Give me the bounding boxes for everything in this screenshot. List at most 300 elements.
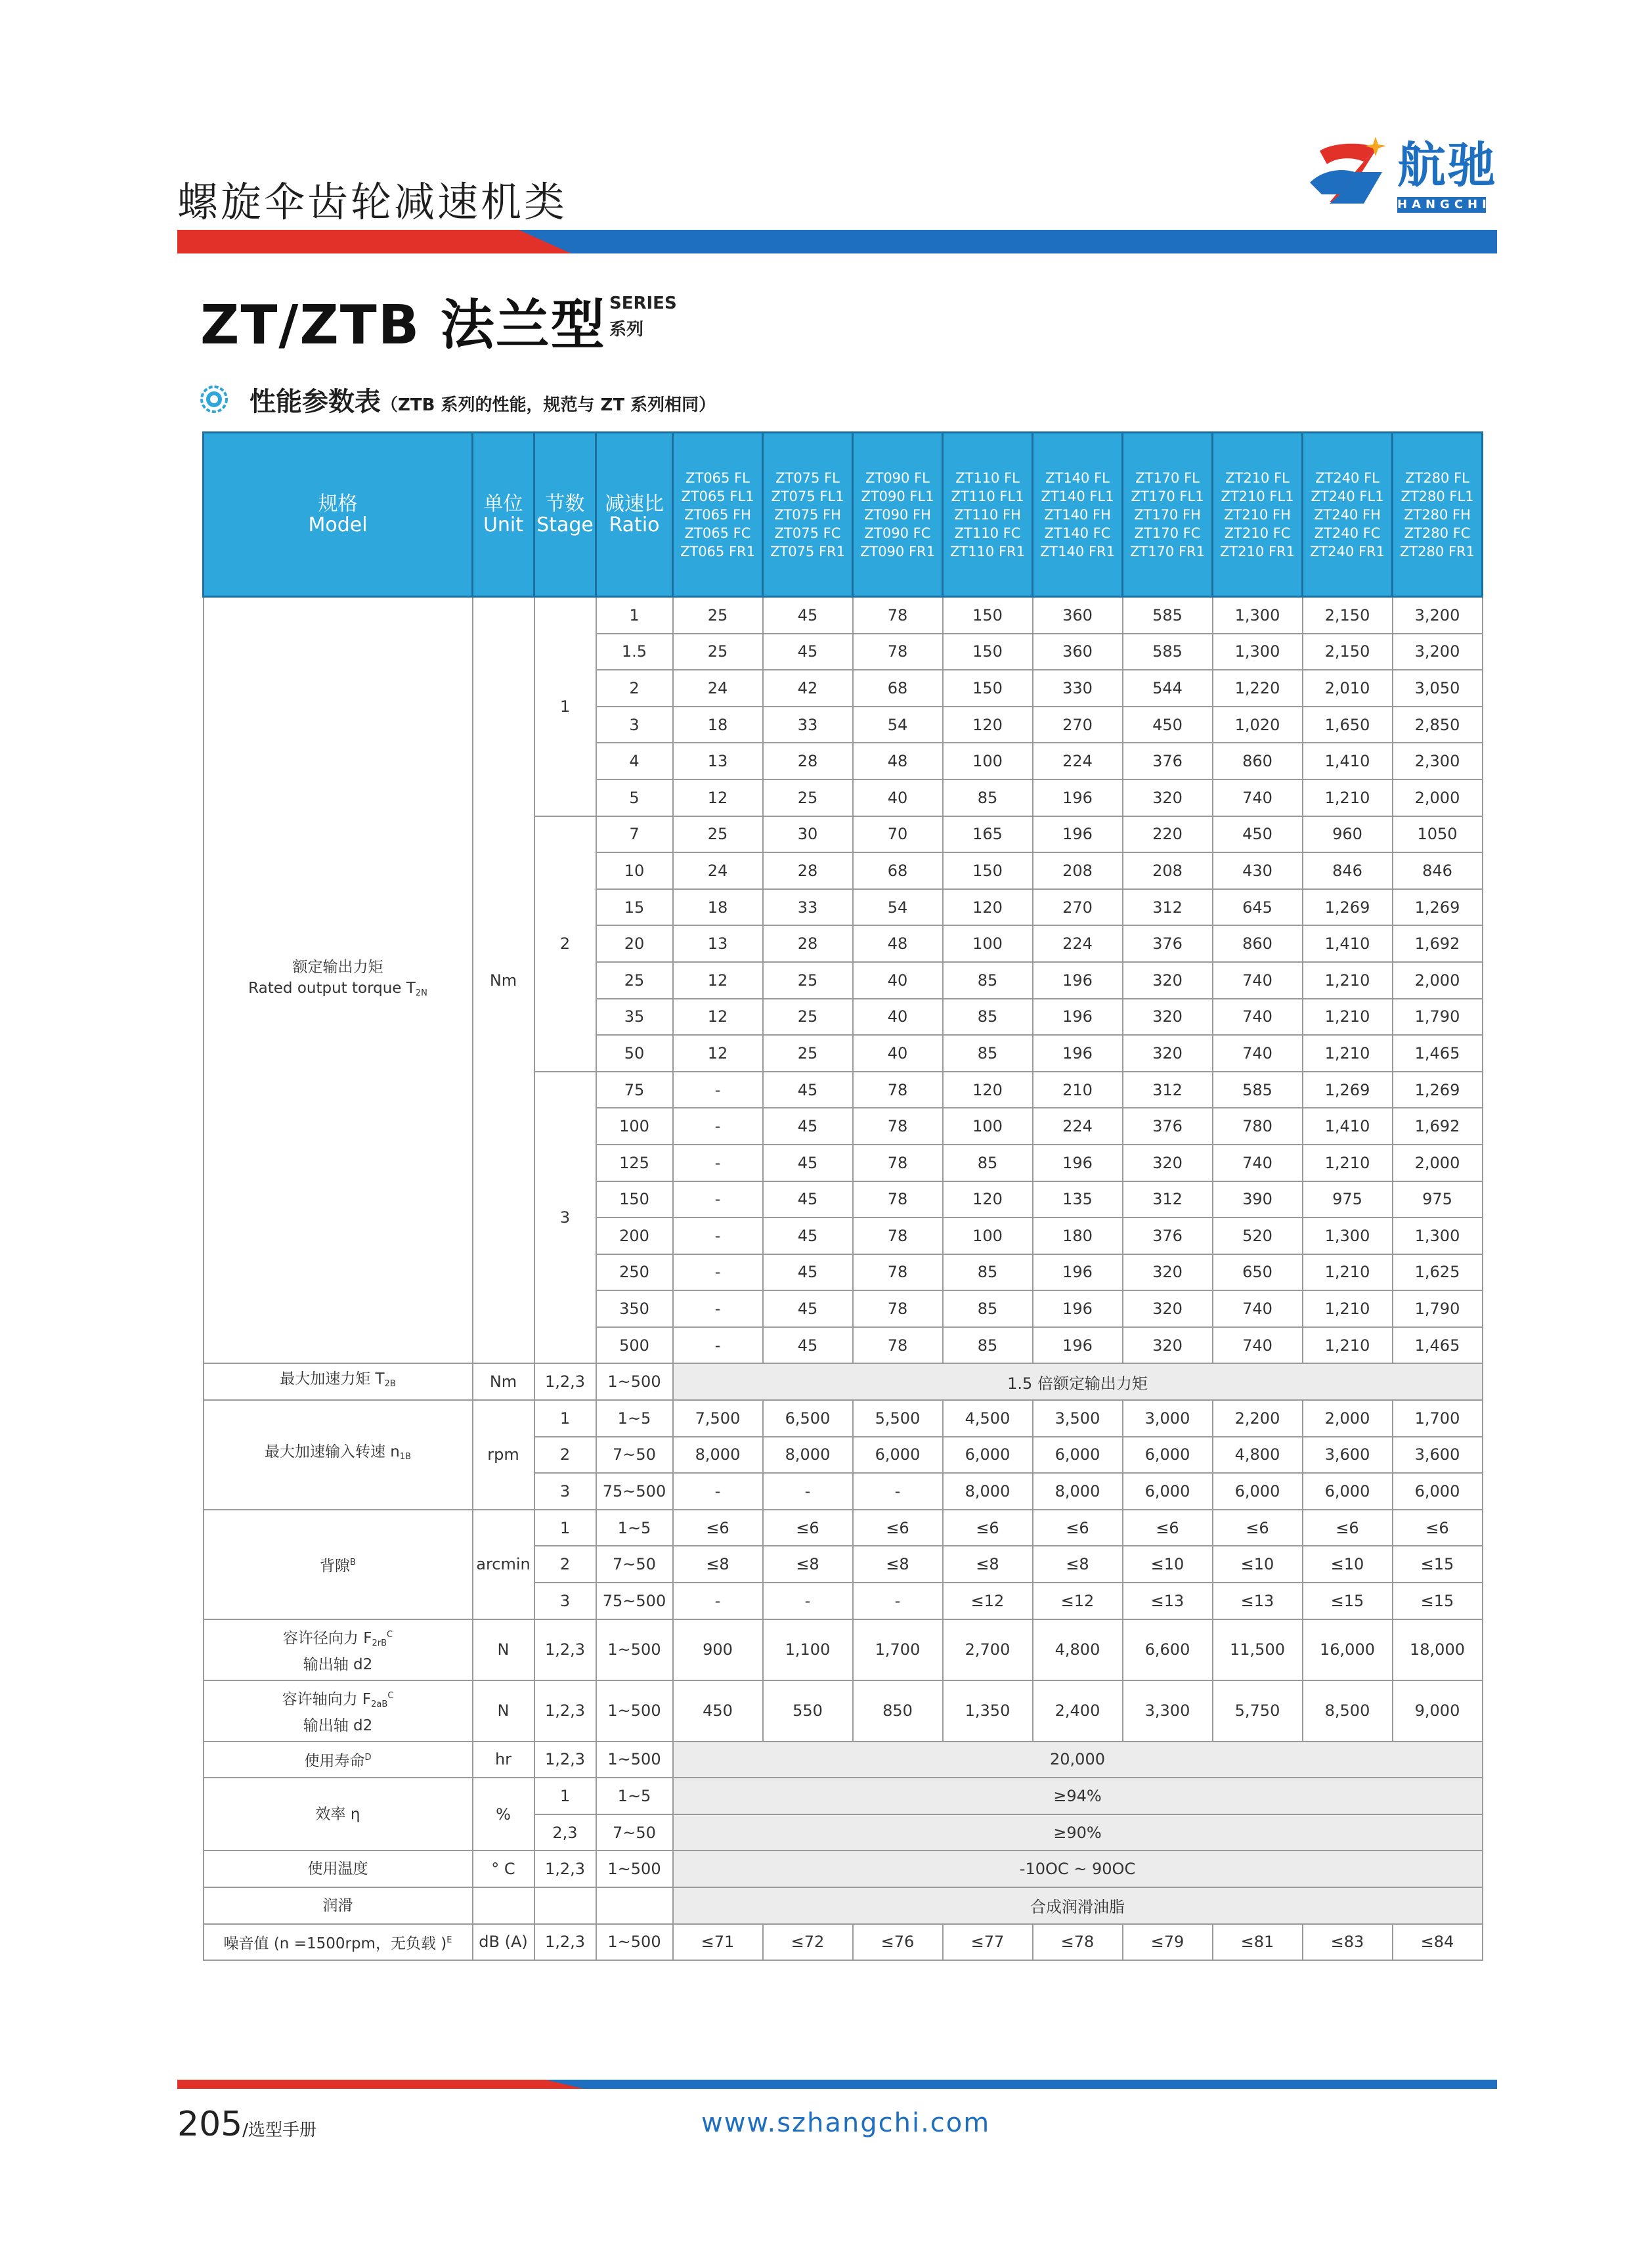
- stage-cell: 1,2,3: [534, 1619, 596, 1680]
- stage-cell: 1,2,3: [534, 1851, 596, 1887]
- row-label-subscript: 2rB: [372, 1638, 387, 1648]
- value-cell: 54: [853, 707, 943, 743]
- value-cell: ≤10: [1123, 1546, 1213, 1583]
- value-cell: ≤8: [673, 1546, 763, 1583]
- value-cell: 846: [1303, 852, 1393, 889]
- value-cell: 150: [943, 597, 1033, 634]
- unit-cell: rpm: [473, 1400, 534, 1510]
- value-cell: ≤71: [673, 1924, 763, 1961]
- merged-value-cell: ≥90%: [673, 1814, 1483, 1851]
- value-cell: 9,000: [1393, 1680, 1483, 1742]
- ratio-cell: 1~500: [596, 1680, 673, 1742]
- value-cell: ≤6: [1033, 1510, 1123, 1546]
- value-cell: 78: [853, 1072, 943, 1108]
- value-cell: 650: [1213, 1254, 1303, 1291]
- col-header-model-5: ZT140 FL ZT140 FL1 ZT140 FH ZT140 FC ZT140 FR1: [1033, 433, 1123, 597]
- table-row: [204, 1851, 1483, 1887]
- ratio-cell: 2: [596, 670, 673, 707]
- col-header-model-2: ZT075 FL ZT075 FL1 ZT075 FH ZT075 FC ZT075 FR1: [763, 433, 853, 597]
- value-cell: 68: [853, 670, 943, 707]
- section-title-text: 性能参数表: [250, 387, 381, 417]
- value-cell: 78: [853, 1181, 943, 1218]
- value-cell: 450: [673, 1680, 763, 1742]
- value-cell: 740: [1213, 1035, 1303, 1072]
- row-label-superscript: E: [446, 1935, 452, 1945]
- row-label: 噪音值 (n =1500rpm，无负载 )$^E$: [204, 1924, 473, 1961]
- value-cell: ≤84: [1393, 1924, 1483, 1961]
- stage-cell: 3: [534, 1473, 596, 1510]
- value-cell: 1,465: [1393, 1035, 1483, 1072]
- value-cell: 2,000: [1393, 779, 1483, 816]
- value-cell: 7,500: [673, 1400, 763, 1437]
- value-cell: 376: [1123, 925, 1213, 962]
- value-cell: ≤8: [1033, 1546, 1123, 1583]
- value-cell: 3,200: [1393, 597, 1483, 634]
- value-cell: 25: [673, 634, 763, 670]
- value-cell: 1,210: [1303, 1035, 1393, 1072]
- value-cell: 210: [1033, 1072, 1123, 1108]
- value-cell: ≤78: [1033, 1924, 1123, 1961]
- value-cell: 30: [763, 816, 853, 853]
- value-cell: -: [673, 1145, 763, 1181]
- value-cell: 1,100: [763, 1619, 853, 1680]
- value-cell: 6,000: [943, 1437, 1033, 1474]
- value-cell: 85: [943, 1290, 1033, 1327]
- value-cell: 450: [1123, 707, 1213, 743]
- value-cell: 224: [1033, 1108, 1123, 1145]
- value-cell: 1,210: [1303, 1145, 1393, 1181]
- value-cell: 975: [1303, 1181, 1393, 1218]
- value-cell: 1,410: [1303, 1108, 1393, 1145]
- value-cell: 48: [853, 743, 943, 779]
- value-cell: ≤83: [1303, 1924, 1393, 1961]
- ratio-cell: 100: [596, 1108, 673, 1145]
- value-cell: 2,150: [1303, 597, 1393, 634]
- value-cell: -: [673, 1072, 763, 1108]
- ratio-cell: 125: [596, 1145, 673, 1181]
- ratio-cell: 500: [596, 1327, 673, 1364]
- value-cell: 12: [673, 1035, 763, 1072]
- unit-cell: Nm: [473, 1363, 534, 1400]
- value-cell: 900: [673, 1619, 763, 1680]
- col-header-unit: 单位 Unit: [473, 433, 534, 597]
- value-cell: 16,000: [1303, 1619, 1393, 1680]
- value-cell: 224: [1033, 925, 1123, 962]
- value-cell: 196: [1033, 999, 1123, 1036]
- value-cell: 18: [673, 707, 763, 743]
- value-cell: 860: [1213, 925, 1303, 962]
- value-cell: 1,269: [1393, 1072, 1483, 1108]
- row-label-subscript: 2N: [415, 988, 427, 998]
- value-cell: 740: [1213, 1145, 1303, 1181]
- ratio-cell: 200: [596, 1217, 673, 1254]
- gear-target-icon: [200, 385, 228, 413]
- ratio-cell: 35: [596, 999, 673, 1036]
- value-cell: 740: [1213, 1327, 1303, 1364]
- value-cell: 320: [1123, 1145, 1213, 1181]
- row-label-subscript: 2aB: [371, 1699, 388, 1709]
- brand-subname: HANGCHI: [1397, 198, 1491, 211]
- ratio-cell: 250: [596, 1254, 673, 1291]
- value-cell: ≤6: [853, 1510, 943, 1546]
- row-label-superscript: C: [387, 1629, 393, 1640]
- value-cell: 85: [943, 962, 1033, 999]
- value-cell: ≤8: [943, 1546, 1033, 1583]
- value-cell: 45: [763, 597, 853, 634]
- value-cell: 120: [943, 889, 1033, 926]
- value-cell: 208: [1123, 852, 1213, 889]
- value-cell: 360: [1033, 634, 1123, 670]
- value-cell: 360: [1033, 597, 1123, 634]
- stage-cell: 1: [534, 1400, 596, 1437]
- value-cell: 520: [1213, 1217, 1303, 1254]
- table-row: [204, 1619, 1483, 1680]
- value-cell: 8,000: [1033, 1473, 1123, 1510]
- merged-value-cell: 20,000: [673, 1742, 1483, 1778]
- row-label: 额定输出力矩 Rated output torque T2N: [204, 597, 473, 1364]
- stage-cell: 1,2,3: [534, 1742, 596, 1778]
- value-cell: ≤10: [1303, 1546, 1393, 1583]
- value-cell: 4,800: [1033, 1619, 1123, 1680]
- value-cell: 975: [1393, 1181, 1483, 1218]
- col-header-ratio: 减速比 Ratio: [596, 433, 673, 597]
- value-cell: 1,210: [1303, 1290, 1393, 1327]
- ratio-cell: 1~5: [596, 1778, 673, 1814]
- value-cell: 320: [1123, 999, 1213, 1036]
- value-cell: 1,210: [1303, 779, 1393, 816]
- value-cell: 3,300: [1123, 1680, 1213, 1742]
- value-cell: 25: [763, 779, 853, 816]
- ratio-cell: 350: [596, 1290, 673, 1327]
- value-cell: ≤72: [763, 1924, 853, 1961]
- value-cell: 1,210: [1303, 999, 1393, 1036]
- value-cell: 1,300: [1303, 1217, 1393, 1254]
- value-cell: 330: [1033, 670, 1123, 707]
- value-cell: 85: [943, 1254, 1033, 1291]
- value-cell: 40: [853, 1035, 943, 1072]
- value-cell: 8,000: [673, 1437, 763, 1474]
- row-label: 使用寿命$^D$: [204, 1742, 473, 1778]
- value-cell: 1,410: [1303, 743, 1393, 779]
- merged-value-cell: 合成润滑油脂: [673, 1887, 1483, 1924]
- value-cell: 312: [1123, 1072, 1213, 1108]
- value-cell: 3,600: [1303, 1437, 1393, 1474]
- value-cell: 1,700: [853, 1619, 943, 1680]
- value-cell: 78: [853, 1290, 943, 1327]
- value-cell: 1,692: [1393, 1108, 1483, 1145]
- row-label: 使用温度: [204, 1851, 473, 1887]
- value-cell: 100: [943, 1217, 1033, 1254]
- value-cell: 45: [763, 1108, 853, 1145]
- value-cell: 85: [943, 1145, 1033, 1181]
- value-cell: 3,600: [1393, 1437, 1483, 1474]
- col-header-model-8: ZT240 FL ZT240 FL1 ZT240 FH ZT240 FC ZT240 FR1: [1303, 433, 1393, 597]
- value-cell: -: [763, 1583, 853, 1619]
- row-label: 效率 η: [204, 1778, 473, 1851]
- value-cell: ≤15: [1303, 1583, 1393, 1619]
- value-cell: 6,500: [763, 1400, 853, 1437]
- value-cell: 45: [763, 1181, 853, 1218]
- value-cell: -: [853, 1583, 943, 1619]
- value-cell: 1,300: [1393, 1217, 1483, 1254]
- value-cell: 320: [1123, 1290, 1213, 1327]
- value-cell: 1050: [1393, 816, 1483, 853]
- value-cell: 42: [763, 670, 853, 707]
- value-cell: 45: [763, 1217, 853, 1254]
- ratio-cell: 1~500: [596, 1619, 673, 1680]
- stage-cell: 1: [534, 1510, 596, 1546]
- ratio-cell: 1~5: [596, 1510, 673, 1546]
- row-label-superscript: C: [387, 1690, 394, 1701]
- table-row: [204, 1778, 1483, 1814]
- value-cell: 960: [1303, 816, 1393, 853]
- stage-cell: 1,2,3: [534, 1680, 596, 1742]
- value-cell: 70: [853, 816, 943, 853]
- value-cell: 1,790: [1393, 999, 1483, 1036]
- value-cell: 196: [1033, 816, 1123, 853]
- value-cell: 196: [1033, 1254, 1123, 1291]
- value-cell: 312: [1123, 1181, 1213, 1218]
- performance-table: [202, 431, 1483, 1961]
- value-cell: ≤77: [943, 1924, 1033, 1961]
- table-row: [204, 1742, 1483, 1778]
- ratio-cell: 1~500: [596, 1742, 673, 1778]
- value-cell: 100: [943, 925, 1033, 962]
- value-cell: ≤6: [1393, 1510, 1483, 1546]
- value-cell: ≤15: [1393, 1583, 1483, 1619]
- unit-cell: Nm: [473, 597, 534, 1364]
- value-cell: 1,269: [1303, 1072, 1393, 1108]
- ratio-cell: 25: [596, 962, 673, 999]
- value-cell: 6,000: [1303, 1473, 1393, 1510]
- value-cell: 3,000: [1123, 1400, 1213, 1437]
- value-cell: ≤8: [763, 1546, 853, 1583]
- ratio-cell: 75: [596, 1072, 673, 1108]
- footer-color-bar: [177, 2080, 1497, 2089]
- value-cell: 25: [673, 597, 763, 634]
- value-cell: 45: [763, 1327, 853, 1364]
- value-cell: 1,210: [1303, 1327, 1393, 1364]
- value-cell: 196: [1033, 962, 1123, 999]
- value-cell: 2,000: [1393, 962, 1483, 999]
- value-cell: 376: [1123, 743, 1213, 779]
- value-cell: 3,200: [1393, 634, 1483, 670]
- ratio-cell: 15: [596, 889, 673, 926]
- value-cell: 28: [763, 925, 853, 962]
- value-cell: 1,465: [1393, 1327, 1483, 1364]
- value-cell: 100: [943, 743, 1033, 779]
- value-cell: ≤12: [1033, 1583, 1123, 1619]
- value-cell: 6,000: [1033, 1437, 1123, 1474]
- table-header-row: [204, 433, 1483, 597]
- value-cell: 85: [943, 1327, 1033, 1364]
- stage-cell: 1: [534, 1778, 596, 1814]
- value-cell: 2,150: [1303, 634, 1393, 670]
- unit-cell: %: [473, 1778, 534, 1851]
- brand-logo: [1303, 131, 1500, 220]
- stage-cell: 2: [534, 816, 596, 1072]
- value-cell: 5,500: [853, 1400, 943, 1437]
- value-cell: 45: [763, 1072, 853, 1108]
- value-cell: ≤6: [1123, 1510, 1213, 1546]
- col-header-model: 规格 Model: [204, 433, 473, 597]
- value-cell: 11,500: [1213, 1619, 1303, 1680]
- value-cell: 312: [1123, 889, 1213, 926]
- row-label: 最大加速输入转速 n1B: [204, 1400, 473, 1510]
- value-cell: -: [673, 1108, 763, 1145]
- value-cell: 1,300: [1213, 597, 1303, 634]
- value-cell: ≤6: [1303, 1510, 1393, 1546]
- value-cell: ≤79: [1123, 1924, 1213, 1961]
- value-cell: 430: [1213, 852, 1303, 889]
- unit-cell: [473, 1887, 534, 1924]
- stage-cell: [534, 1887, 596, 1924]
- value-cell: -: [853, 1473, 943, 1510]
- value-cell: 2,000: [1393, 1145, 1483, 1181]
- ratio-cell: 75~500: [596, 1473, 673, 1510]
- unit-cell: N: [473, 1680, 534, 1742]
- col-header-model-1: ZT065 FL ZT065 FL1 ZT065 FH ZT065 FC ZT065 FR1: [673, 433, 763, 597]
- row-label: 容许轴向力 $F2aB^C$ 输出轴 d2: [204, 1680, 473, 1742]
- value-cell: 850: [853, 1680, 943, 1742]
- value-cell: 846: [1393, 852, 1483, 889]
- value-cell: 4,800: [1213, 1437, 1303, 1474]
- value-cell: 270: [1033, 707, 1123, 743]
- value-cell: 78: [853, 597, 943, 634]
- value-cell: 2,700: [943, 1619, 1033, 1680]
- ratio-cell: 3: [596, 707, 673, 743]
- section-title: [250, 381, 716, 418]
- col-header-model-3: ZT090 FL ZT090 FL1 ZT090 FH ZT090 FC ZT090 FR1: [853, 433, 943, 597]
- value-cell: 6,000: [1123, 1473, 1213, 1510]
- value-cell: 25: [763, 962, 853, 999]
- ratio-cell: 20: [596, 925, 673, 962]
- value-cell: 270: [1033, 889, 1123, 926]
- value-cell: 33: [763, 707, 853, 743]
- value-cell: ≤13: [1213, 1583, 1303, 1619]
- ratio-cell: 50: [596, 1035, 673, 1072]
- table-row: [204, 1510, 1483, 1546]
- table-row: [204, 1680, 1483, 1742]
- value-cell: 18,000: [1393, 1619, 1483, 1680]
- value-cell: 740: [1213, 999, 1303, 1036]
- value-cell: 196: [1033, 1035, 1123, 1072]
- value-cell: 585: [1213, 1072, 1303, 1108]
- value-cell: 12: [673, 999, 763, 1036]
- value-cell: 544: [1123, 670, 1213, 707]
- value-cell: 8,000: [763, 1437, 853, 1474]
- value-cell: 120: [943, 1072, 1033, 1108]
- value-cell: 135: [1033, 1181, 1123, 1218]
- value-cell: 2,850: [1393, 707, 1483, 743]
- value-cell: 6,000: [1393, 1473, 1483, 1510]
- series-label-en: SERIES: [609, 294, 677, 313]
- value-cell: 1,300: [1213, 634, 1303, 670]
- ratio-cell: 7~50: [596, 1546, 673, 1583]
- ratio-cell: 1.5: [596, 634, 673, 670]
- value-cell: 28: [763, 852, 853, 889]
- unit-cell: N: [473, 1619, 534, 1680]
- value-cell: 320: [1123, 1254, 1213, 1291]
- stage-cell: 3: [534, 1072, 596, 1364]
- value-cell: 1,410: [1303, 925, 1393, 962]
- value-cell: 85: [943, 779, 1033, 816]
- value-cell: ≤6: [673, 1510, 763, 1546]
- value-cell: 45: [763, 1290, 853, 1327]
- value-cell: 6,600: [1123, 1619, 1213, 1680]
- value-cell: 196: [1033, 1327, 1123, 1364]
- value-cell: 48: [853, 925, 943, 962]
- value-cell: 3,050: [1393, 670, 1483, 707]
- unit-cell: hr: [473, 1742, 534, 1778]
- ratio-cell: 1~500: [596, 1924, 673, 1961]
- value-cell: ≤6: [763, 1510, 853, 1546]
- website-url: www.szhangchi.com: [701, 2108, 991, 2138]
- stage-cell: 2,3: [534, 1814, 596, 1851]
- value-cell: 85: [943, 1035, 1033, 1072]
- value-cell: -: [673, 1290, 763, 1327]
- ratio-cell: 1~5: [596, 1400, 673, 1437]
- value-cell: 1,790: [1393, 1290, 1483, 1327]
- ratio-cell: 5: [596, 779, 673, 816]
- value-cell: 4,500: [943, 1400, 1033, 1437]
- value-cell: 320: [1123, 1327, 1213, 1364]
- ratio-cell: [596, 1887, 673, 1924]
- value-cell: 120: [943, 707, 1033, 743]
- value-cell: 1,692: [1393, 925, 1483, 962]
- value-cell: 24: [673, 670, 763, 707]
- page-number-label: /选型手册: [242, 2120, 317, 2140]
- ratio-cell: 1: [596, 597, 673, 634]
- value-cell: 1,700: [1393, 1400, 1483, 1437]
- value-cell: 2,200: [1213, 1400, 1303, 1437]
- value-cell: 40: [853, 962, 943, 999]
- ratio-cell: 1~500: [596, 1363, 673, 1400]
- ratio-cell: 1~500: [596, 1851, 673, 1887]
- value-cell: 54: [853, 889, 943, 926]
- value-cell: 740: [1213, 779, 1303, 816]
- value-cell: 208: [1033, 852, 1123, 889]
- value-cell: 40: [853, 999, 943, 1036]
- value-cell: 25: [763, 999, 853, 1036]
- merged-value-cell: -10OC ~ 90OC: [673, 1851, 1483, 1887]
- stage-cell: 2: [534, 1437, 596, 1474]
- value-cell: 33: [763, 889, 853, 926]
- col-header-model-7: ZT210 FL ZT210 FL1 ZT210 FH ZT210 FC ZT210 FR1: [1213, 433, 1303, 597]
- value-cell: ≤76: [853, 1924, 943, 1961]
- unit-cell: ° C: [473, 1851, 534, 1887]
- page-title: ZT/ZTB 法兰型: [200, 294, 606, 357]
- value-cell: 6,000: [1123, 1437, 1213, 1474]
- value-cell: ≤10: [1213, 1546, 1303, 1583]
- value-cell: 2,400: [1033, 1680, 1123, 1742]
- value-cell: 78: [853, 1217, 943, 1254]
- value-cell: 320: [1123, 1035, 1213, 1072]
- ratio-cell: 75~500: [596, 1583, 673, 1619]
- ratio-cell: 10: [596, 852, 673, 889]
- row-label-subscript: 1B: [399, 1452, 412, 1462]
- value-cell: 78: [853, 634, 943, 670]
- brand-name: 航驰: [1397, 137, 1497, 194]
- value-cell: 2,000: [1303, 1400, 1393, 1437]
- value-cell: ≤6: [1213, 1510, 1303, 1546]
- ratio-cell: 7~50: [596, 1814, 673, 1851]
- merged-value-cell: 1.5 倍额定输出力矩: [673, 1363, 1483, 1400]
- value-cell: ≤8: [853, 1546, 943, 1583]
- value-cell: 860: [1213, 743, 1303, 779]
- value-cell: 2,300: [1393, 743, 1483, 779]
- ratio-cell: 7~50: [596, 1437, 673, 1474]
